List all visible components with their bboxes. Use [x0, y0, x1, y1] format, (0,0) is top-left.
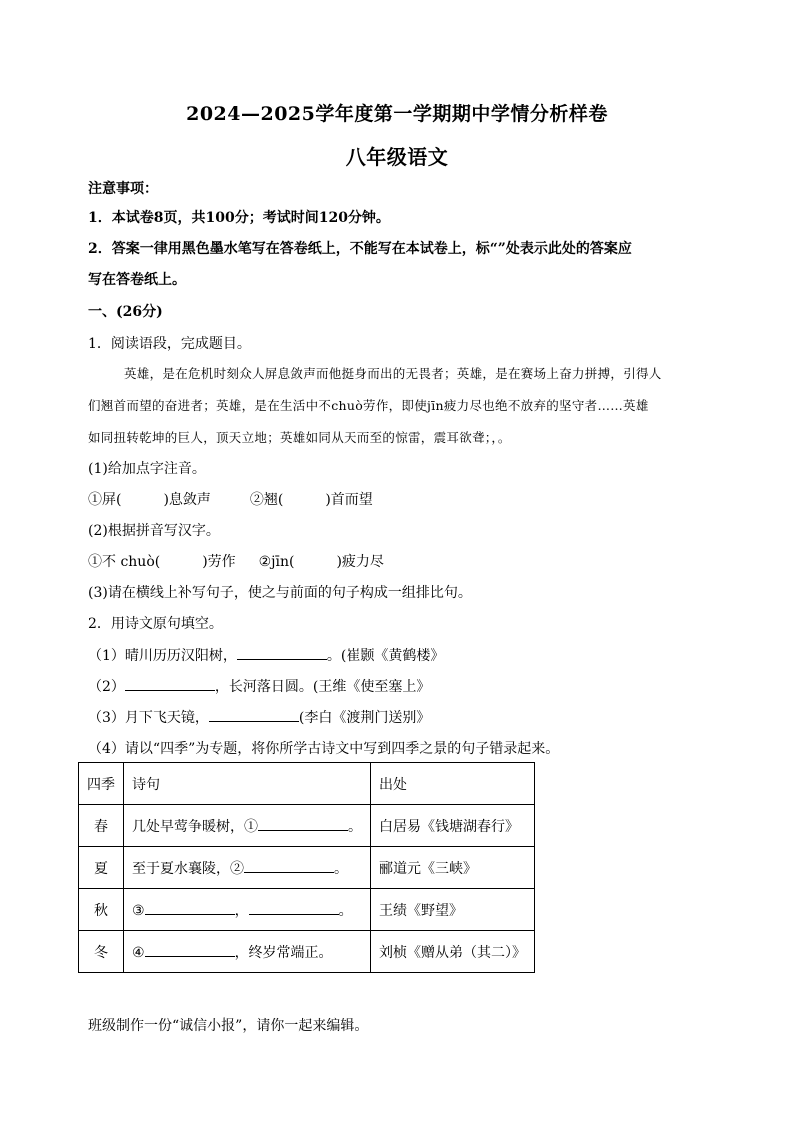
verse-text: 至于夏水襄陵，② [132, 860, 244, 877]
table-row [79, 889, 535, 931]
verse-text-end: 。 [334, 860, 348, 877]
verse-text: ③ [132, 902, 145, 919]
verse-text-end: ，终岁常端正。 [234, 944, 333, 961]
verse-text-end: 。 [338, 902, 353, 919]
q1-sub-2-a-pre: ①不 chuò( [88, 554, 161, 570]
season-cell: 冬 [79, 931, 124, 973]
source-cell: 郦道元《三峡》 [371, 847, 535, 889]
q2-line-1 [88, 645, 444, 665]
q1-sub-2-a-post: )劳作 [202, 554, 236, 570]
verse-cell [124, 931, 371, 973]
verse-text: 几处早莺争暖树，① [132, 818, 258, 835]
source-cell: 刘桢《赠从弟（其二）》 [371, 931, 535, 973]
q1-passage-line-2: 们翘首而望的奋进者；英雄，是在生活中不chuò劳作，即使jīn疲力尽也绝不放弃的坚守者……英雄 [88, 398, 649, 413]
verse-blank-3b[interactable] [249, 902, 339, 915]
season-cell: 春 [79, 805, 124, 847]
q1-sub-1-a-post: )息敛声 [163, 492, 211, 508]
verse-cell [124, 847, 371, 889]
q1-sub-1-b-post: )首而望 [325, 492, 373, 508]
q2-line-2-blank[interactable] [125, 678, 215, 691]
exam-title: 2024—2025学年度第一学期期中学情分析样卷 [186, 103, 608, 125]
q1-sub-2-b-post: )疲力尽 [336, 554, 384, 570]
notice-item-2-line-1: 2．答案一律用黑色墨水笔写在答卷纸上，不能写在本试卷上，标“”处表示此处的答案应 [88, 241, 632, 257]
four-seasons-table [78, 762, 535, 973]
q2-stem: 2．用诗文原句填空。 [88, 616, 223, 632]
verse-blank-1[interactable] [258, 818, 348, 831]
q1-sub-1-b-pre: ②翘( [249, 492, 284, 508]
q1-passage-line-3: 如同扭转乾坤的巨人，顶天立地；英雄如同从天而至的惊雷，震耳欲聋；，。 [88, 430, 511, 445]
section-1-heading: 一、(26分) [88, 304, 163, 320]
table-header-season: 四季 [79, 763, 124, 805]
season-cell: 夏 [79, 847, 124, 889]
q2-line-3-blank[interactable] [209, 709, 299, 722]
q1-sub-2-b-pre: ②jīn( [258, 554, 295, 570]
exam-subject: 八年级语文 [345, 145, 449, 169]
table-row [79, 847, 535, 889]
q1-sub-3: (3)请在横线上补写句子，使之与前面的句子构成一组排比句。 [88, 585, 472, 601]
table-row [79, 805, 535, 847]
verse-text-mid: ， [234, 902, 249, 919]
footer-text: 班级制作一份“诚信小报”，请你一起来编辑。 [88, 1018, 369, 1034]
season-cell: 秋 [79, 889, 124, 931]
verse-text: ④ [132, 944, 145, 961]
verse-blank-4[interactable] [145, 944, 235, 957]
table-header-row [79, 763, 535, 805]
q2-line-3-post: (李白《渡荆门送别》 [298, 710, 431, 726]
verse-blank-3a[interactable] [145, 902, 235, 915]
q2-line-3-pre: （3）月下飞天镜， [88, 710, 209, 726]
q2-line-1-post: 。(崔颢《黄鹤楼》 [326, 648, 445, 664]
q2-line-3 [88, 707, 430, 727]
table-row [79, 931, 535, 973]
q2-line-2-pre: （2） [88, 679, 125, 695]
q1-stem: 1．阅读语段，完成题目。 [88, 336, 251, 352]
verse-cell [124, 805, 371, 847]
q1-sub-1-answers [88, 489, 373, 509]
verse-blank-2[interactable] [244, 860, 334, 873]
source-cell: 王绩《野望》 [371, 889, 535, 931]
table-header-source: 出处 [371, 763, 535, 805]
q2-line-4: （4）请以“四季”为专题，将你所学古诗文中写到四季之景的句子错录起来。 [88, 741, 560, 757]
q1-sub-2: (2)根据拼音写汉字。 [88, 523, 220, 539]
q1-sub-2-answers [88, 551, 384, 571]
q2-line-2 [88, 676, 430, 696]
q2-line-2-post: ，长河落日圆。(王维《使至塞上》 [214, 679, 431, 695]
table-header-verse: 诗句 [124, 763, 371, 805]
q1-passage-line-1: 英雄，是在危机时刻众人屏息敛声而他挺身而出的无畏者；英雄，是在赛场上奋力拼搏，引得人 [124, 366, 662, 381]
notice-item-2-line-2: 写在答卷纸上。 [88, 272, 186, 288]
q2-line-1-pre: （1）晴川历历汉阳树， [88, 648, 237, 664]
notice-heading: 注意事项： [88, 181, 158, 197]
q1-sub-1: (1)给加点字注音。 [88, 461, 206, 477]
q1-sub-1-a-pre: ①屏( [88, 492, 122, 508]
verse-text-end: 。 [348, 818, 362, 835]
source-cell: 白居易《钱塘湖春行》 [371, 805, 535, 847]
verse-cell [124, 889, 371, 931]
q2-line-1-blank[interactable] [237, 647, 327, 660]
notice-item-1: 1．本试卷8页，共100分；考试时间120分钟。 [88, 210, 390, 226]
